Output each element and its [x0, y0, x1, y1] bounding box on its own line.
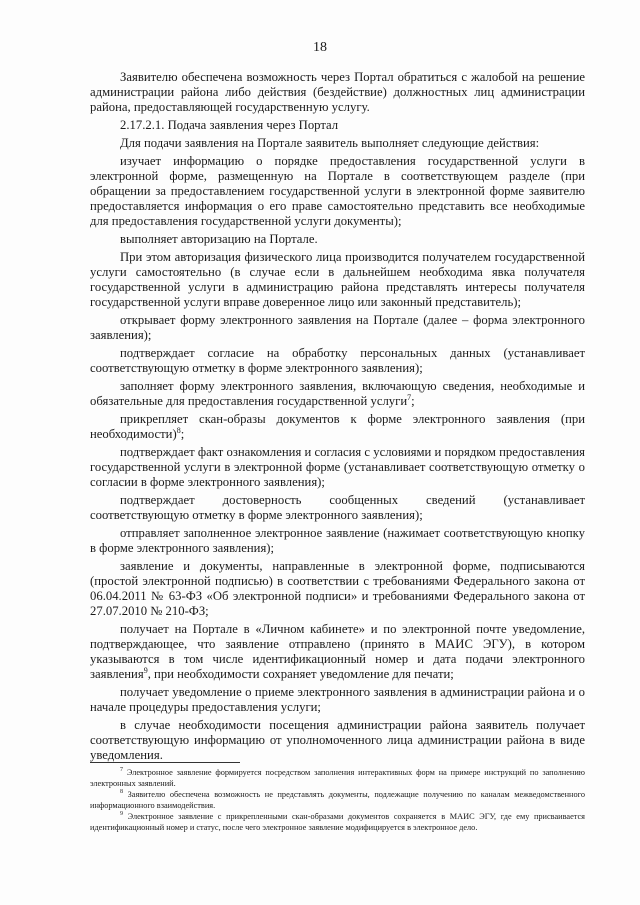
paragraph-text: открывает форму электронного заявления на Портале (далее – форма электронного заявления); [90, 313, 585, 342]
paragraph [90, 622, 585, 682]
paragraph [90, 718, 585, 763]
page-number: 18 [313, 40, 327, 55]
footnote-ref: 9 [143, 665, 148, 675]
footnote-divider [90, 762, 240, 763]
paragraph-tail: ; [411, 394, 415, 408]
paragraph [90, 232, 585, 247]
paragraph [90, 412, 585, 442]
footnote-text: Заявителю обеспечена возможность не представлять документы, подлежащие получению по каналам межведомственного информационного взаимодействия. [90, 790, 585, 810]
footnote-number: 9 [120, 811, 123, 818]
paragraph-text: Для подачи заявления на Портале заявитель выполняет следующие действия: [120, 136, 540, 150]
footnote-text: Электронное заявление формируется посредством заполнения интерактивных форм на примере инструкций по заполнению электронных заявлений. [90, 768, 585, 788]
paragraph [90, 526, 585, 556]
paragraph-text: отправляет заполненное электронное заявление (нажимает соответствующую кнопку в форме электронного заявления); [90, 526, 585, 555]
paragraph-text: заявление и документы, направленные в электронной форме, подписываются (простой электронной подписью) в соответствии с требованиями Федерального закона от 06.04.2011 № 63-ФЗ «Об электронной подписи» и требованиями Федерального закона от 27.07.2010 № 210-ФЗ; [90, 559, 585, 618]
paragraph-text: в случае необходимости посещения администрации района заявитель получает соответствующую информацию от уполномоченного лица администрации района в виде уведомления. [90, 718, 585, 762]
paragraph [90, 559, 585, 619]
paragraph-tail: , при необходимости сохраняет уведомление для печати; [147, 667, 454, 681]
paragraph [90, 313, 585, 343]
paragraph [90, 118, 585, 133]
paragraph [90, 250, 585, 310]
paragraph-text: подтверждает достоверность сообщенных сведений (устанавливает соответствующую отметку в форме электронного заявления); [90, 493, 585, 522]
paragraph-text: подтверждает согласие на обработку персональных данных (устанавливает соответствующую отметку в форме электронного заявления); [90, 346, 585, 375]
paragraph [90, 154, 585, 229]
paragraph [90, 445, 585, 490]
footnotes [90, 768, 585, 834]
paragraph-text: изучает информацию о порядке предоставления государственной услуги в электронной форме, размещенную на Портале в соответствующем разделе (при обращении за предоставлением государственной услуги в электронной форме заявителю предоставляется информация о его праве самостоятельно представить все необходимые для предоставления государственной услуги документы); [90, 154, 585, 228]
paragraph-text: прикрепляет скан-образы документов к форме электронного заявления (при необходимости) [90, 412, 585, 441]
paragraph [90, 136, 585, 151]
paragraph [90, 346, 585, 376]
footnote-ref: 8 [176, 425, 181, 435]
footnote [90, 812, 585, 833]
footnote-number: 7 [120, 767, 123, 774]
paragraph [90, 70, 585, 115]
footnote-ref: 7 [407, 392, 412, 402]
paragraph-text: получает на Портале в «Личном кабинете» и по электронной почте уведомление, подтверждающее, что заявление отправлено (принято в МАИС ЭГУ), в котором указываются в том числе идентификационный номер и дата подачи электронного заявления [90, 622, 585, 681]
paragraph-text: получает уведомление о приеме электронного заявления в администрации района и о начале процедуры предоставления услуги; [90, 685, 585, 714]
paragraph [90, 685, 585, 715]
footnote-text: Электронное заявление с прикрепленными скан-образами документов сохраняется в МАИС ЭГУ, где ему присваивается идентификационный номер и статус, после чего электронное заявление модифицируется в электронное дело. [90, 812, 585, 832]
paragraph-text: заполняет форму электронного заявления, включающую сведения, необходимые и обязательные для предоставления государственной услуги [90, 379, 585, 408]
paragraph-text: подтверждает факт ознакомления и согласия с условиями и порядком предоставления государственной услуги в электронной форме (устанавливает соответствующую отметку о согласии в форме электронного заявления); [90, 445, 585, 489]
paragraph [90, 493, 585, 523]
footnote-number: 8 [120, 789, 123, 796]
body-text [90, 70, 585, 766]
paragraph [90, 379, 585, 409]
paragraph-text: выполняет авторизацию на Портале. [120, 232, 318, 246]
paragraph-text: Заявителю обеспечена возможность через Портал обратиться с жалобой на решение администрации района либо действия (бездействие) должностных лиц администрации района, предоставляющей государственную услугу. [90, 70, 585, 114]
paragraph-tail: ; [180, 427, 185, 441]
footnote [90, 768, 585, 789]
paragraph-text: При этом авторизация физического лица производится получателем государственной услуги самостоятельно (в случае если в дальнейшем необходима явка получателя государственной услуги в администрацию района представлять интересы получателя государственной услуги вправе доверенное лицо или законный представитель); [90, 250, 585, 309]
paragraph-text: 2.17.2.1. Подача заявления через Портал [120, 118, 339, 132]
footnote [90, 790, 585, 811]
